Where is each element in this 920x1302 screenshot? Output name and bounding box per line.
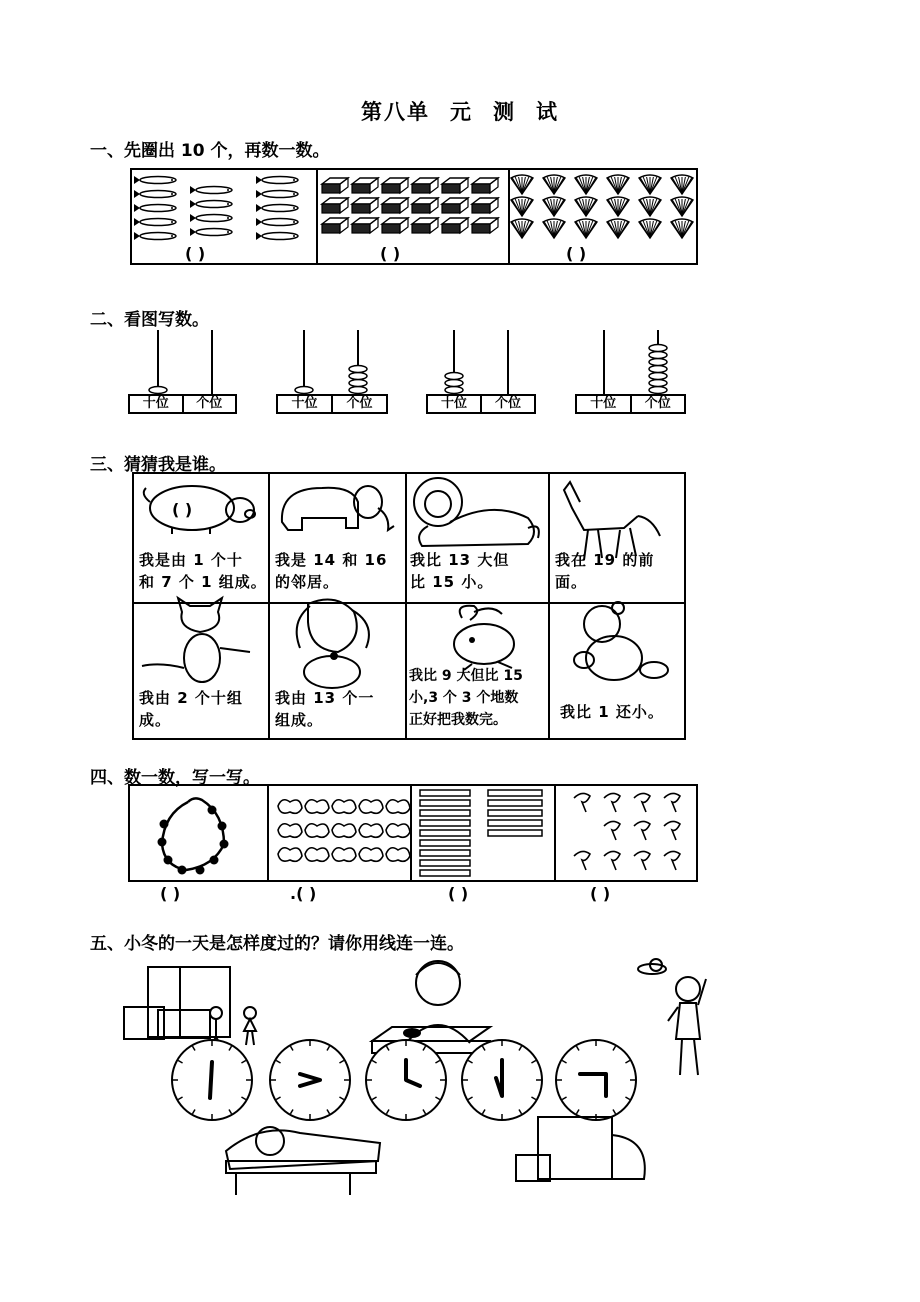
fan-icon	[511, 175, 533, 194]
section4-blank-1[interactable]: ( )	[160, 884, 181, 903]
section4-blank-4[interactable]: ( )	[590, 884, 611, 903]
bead	[149, 387, 167, 394]
section4-blank-3[interactable]: ( )	[448, 884, 469, 903]
bead	[295, 387, 313, 394]
abacus-label-2: 十位 个位	[276, 394, 388, 414]
clock-icon	[556, 1040, 636, 1120]
peanut-icon	[278, 824, 302, 838]
school-illustration-right	[516, 1117, 645, 1181]
bead	[349, 366, 367, 373]
fan-icon	[575, 197, 597, 216]
bead	[445, 373, 463, 380]
sleeping-boy-illustration	[226, 1127, 380, 1195]
leaves-illustration	[574, 793, 680, 870]
peanut-icon	[332, 800, 356, 814]
stick-icon	[420, 820, 470, 826]
eraser-icon	[412, 218, 438, 233]
stick-icon	[488, 830, 542, 836]
clue-6: 我由 13 个一 组成。	[275, 689, 375, 729]
stick-icon	[420, 850, 470, 856]
clue-7: 我比 9 大但比 15 小,3 个 3 个地数 正好把我数完。	[409, 668, 523, 728]
leaf-icon	[574, 793, 590, 812]
fan-icon	[575, 219, 597, 238]
stick-icon	[488, 790, 542, 796]
bead	[349, 387, 367, 394]
fan-icon	[639, 197, 661, 216]
bead	[649, 359, 667, 366]
peanut-icon	[332, 824, 356, 838]
fan-icon	[639, 175, 661, 194]
fan-icon	[511, 197, 533, 216]
stick-icon	[420, 830, 470, 836]
leaf-icon	[634, 851, 650, 870]
leaf-icon	[634, 793, 650, 812]
clue-4: 我在 19 的前 面。	[555, 551, 655, 591]
fish-icon	[134, 204, 176, 212]
fish-icon	[134, 190, 176, 198]
leaf-icon	[664, 793, 680, 812]
pig-illustration	[144, 486, 255, 534]
eraser-icon	[472, 198, 498, 213]
eraser-icon	[442, 218, 468, 233]
count-group	[128, 784, 698, 882]
clue-5: 我由 2 个十组 成。	[139, 689, 243, 729]
peanut-icon	[386, 848, 410, 862]
stick-icon	[420, 800, 470, 806]
stick-icon	[420, 870, 470, 876]
fish-icon	[190, 214, 232, 222]
section2-heading: 二、看图写数。	[90, 310, 209, 330]
clock-icon	[270, 1040, 350, 1120]
eraser-icon	[352, 178, 378, 193]
eraser-icon	[472, 178, 498, 193]
fish-icon	[256, 232, 298, 240]
leaf-icon	[574, 851, 590, 870]
clocks	[172, 1040, 636, 1120]
eraser-icon	[322, 178, 348, 193]
bead	[445, 380, 463, 387]
clue-8: 我比 1 还小。	[560, 703, 664, 721]
stick-icon	[488, 810, 542, 816]
stick-icon	[420, 810, 470, 816]
section4-blank-2[interactable]: .( )	[290, 884, 317, 903]
clue-3: 我比 13 大但 比 15 小。	[410, 551, 510, 591]
fan-icon	[511, 219, 533, 238]
fish-icon	[256, 204, 298, 212]
leaf-icon	[664, 821, 680, 840]
abacus-label-4: 十位 个位	[575, 394, 686, 414]
eraser-group	[316, 170, 506, 235]
leaf-icon	[604, 793, 620, 812]
eraser-icon	[352, 218, 378, 233]
eraser-icon	[382, 218, 408, 233]
fish-icon	[256, 190, 298, 198]
bead	[649, 380, 667, 387]
fish-icon	[190, 200, 232, 208]
peanut-icon	[359, 800, 383, 814]
leaf-icon	[604, 821, 620, 840]
peanut-icon	[278, 800, 302, 814]
section1-blank-3[interactable]: ( )	[566, 244, 587, 263]
page-title: 第八单 元 测 试	[361, 100, 559, 124]
bead	[649, 366, 667, 373]
peanut-icon	[305, 848, 329, 862]
fan-icon	[543, 219, 565, 238]
leaf-icon	[664, 851, 680, 870]
bead	[445, 387, 463, 394]
fan-icon	[543, 175, 565, 194]
boy-at-desk-illustration	[372, 961, 490, 1053]
bead	[649, 352, 667, 359]
eraser-icon	[442, 178, 468, 193]
leaf-icon	[604, 851, 620, 870]
bead	[349, 380, 367, 387]
bead	[649, 345, 667, 352]
eraser-icon	[382, 198, 408, 213]
section1-blank-2[interactable]: ( )	[380, 244, 401, 263]
eraser-icon	[412, 198, 438, 213]
stick-icon	[488, 800, 542, 806]
fish-icon	[134, 218, 176, 226]
fish-icon	[134, 176, 176, 184]
fish-icon	[256, 218, 298, 226]
eraser-icon	[472, 218, 498, 233]
bead	[649, 387, 667, 394]
fan-icon	[607, 175, 629, 194]
fan-icon	[671, 175, 693, 194]
dog-illustration	[297, 600, 369, 689]
fan-icon	[607, 197, 629, 216]
morning-boy-illustration	[638, 959, 706, 1075]
peanut-icon	[386, 800, 410, 814]
abacus-label-1: 十位 个位	[128, 394, 237, 414]
bead	[649, 373, 667, 380]
peanut-icon	[332, 848, 356, 862]
clock-icon	[462, 1040, 542, 1120]
school-illustration-left	[124, 967, 230, 1039]
peanuts-illustration	[278, 800, 410, 862]
eraser-icon	[412, 178, 438, 193]
fan-icon	[671, 197, 693, 216]
section1-blank-1[interactable]: ( )	[185, 244, 206, 263]
fish-icon	[256, 176, 298, 184]
clue-2: 我是 14 和 16 的邻居。	[275, 551, 388, 591]
fish-icon	[190, 186, 232, 194]
eraser-icon	[322, 218, 348, 233]
fish-group	[132, 170, 314, 245]
section3-heading: 三、猜猜我是谁。	[90, 455, 226, 475]
peanut-icon	[386, 824, 410, 838]
peanut-icon	[359, 824, 383, 838]
eraser-icon	[352, 198, 378, 213]
fan-icon	[671, 219, 693, 238]
day-scene	[0, 955, 920, 1205]
stick-icon	[420, 860, 470, 866]
stick-icon	[420, 840, 470, 846]
clock-icon	[366, 1040, 446, 1120]
fan-icon	[543, 197, 565, 216]
eraser-icon	[322, 198, 348, 213]
cat-illustration	[142, 598, 250, 682]
lion-illustration	[414, 478, 539, 546]
fan-icon	[639, 219, 661, 238]
clock-icon	[172, 1040, 252, 1120]
bead	[349, 373, 367, 380]
peanut-icon	[278, 848, 302, 862]
fan-group	[508, 170, 696, 245]
eraser-icon	[382, 178, 408, 193]
fish-icon	[134, 232, 176, 240]
abacus-label-3: 十位 个位	[426, 394, 536, 414]
rabbit-illustration	[454, 606, 514, 670]
bear-illustration	[574, 602, 668, 680]
fish-icon	[190, 228, 232, 236]
section4-heading: 四、数一数，写一写。	[90, 768, 260, 788]
stick-icon	[420, 790, 470, 796]
peanut-icon	[359, 848, 383, 862]
elephant-illustration	[282, 486, 394, 530]
eraser-icon	[442, 198, 468, 213]
fan-icon	[575, 175, 597, 194]
leaf-icon	[634, 821, 650, 840]
peanut-icon	[305, 800, 329, 814]
peanut-icon	[305, 824, 329, 838]
necklace-illustration	[158, 798, 229, 874]
sticks-illustration	[420, 790, 542, 876]
fan-icon	[607, 219, 629, 238]
abacus-group	[0, 330, 920, 395]
clue-1: 我是由 1 个十 和 7 个 1 组成。	[139, 551, 267, 591]
section1-heading: 一、先圈出 10 个，再数一数。	[90, 141, 330, 161]
pig-blank[interactable]: ( )	[172, 500, 193, 519]
stick-icon	[488, 820, 542, 826]
section5-heading: 五、小冬的一天是怎样度过的？请你用线连一连。	[90, 934, 464, 954]
